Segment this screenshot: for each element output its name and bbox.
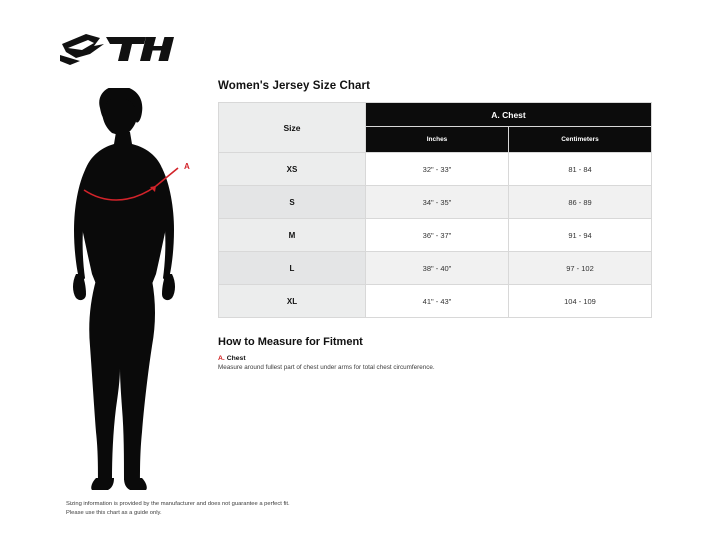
cell-inches: 32" - 33" <box>366 153 509 186</box>
size-chart-table <box>218 102 652 318</box>
cell-centimeters: 81 - 84 <box>509 153 652 186</box>
column-header-size: Size <box>219 103 366 153</box>
thor-wordmark <box>106 37 174 61</box>
cell-size: M <box>219 219 366 252</box>
column-header-inches: Inches <box>366 127 509 153</box>
table-row <box>219 285 652 318</box>
female-body-silhouette <box>52 88 202 498</box>
column-group-header-chest: A. Chest <box>366 103 652 127</box>
how-to-measure-section <box>218 336 658 372</box>
table-row <box>219 252 652 285</box>
cell-centimeters: 97 - 102 <box>509 252 652 285</box>
disclaimer-line-1: Sizing information is provided by the manufacturer and does not guarantee a perfect fit. <box>66 501 290 507</box>
table-head-row-1 <box>219 103 652 127</box>
how-to-measure-title: How to Measure for Fitment <box>218 336 363 348</box>
disclaimer <box>66 500 486 517</box>
table-head <box>219 103 652 153</box>
cell-centimeters: 86 - 89 <box>509 186 652 219</box>
callout-letter-a: A <box>184 162 190 171</box>
table-row <box>219 186 652 219</box>
content-column <box>218 80 658 372</box>
page-title: Women's Jersey Size Chart <box>218 80 371 92</box>
measure-item-text: Measure around fullest part of chest under arms for total chest circumference. <box>218 364 435 371</box>
disclaimer-line-2: Please use this chart as a guide only. <box>66 509 162 516</box>
table-row <box>219 153 652 186</box>
cell-size: XL <box>219 285 366 318</box>
measure-item-letter: A. <box>218 355 225 362</box>
cell-inches: 38" - 40" <box>366 252 509 285</box>
measure-item-name: Chest <box>224 355 246 362</box>
thor-logo <box>60 28 190 68</box>
cell-inches: 34" - 35" <box>366 186 509 219</box>
table-body <box>219 153 652 318</box>
cell-inches: 41" - 43" <box>366 285 509 318</box>
thor-helmet-icon <box>60 34 104 65</box>
cell-centimeters: 91 - 94 <box>509 219 652 252</box>
cell-size: S <box>219 186 366 219</box>
cell-size: XS <box>219 153 366 186</box>
cell-centimeters: 104 - 109 <box>509 285 652 318</box>
cell-inches: 36" - 37" <box>366 219 509 252</box>
column-header-centimeters: Centimeters <box>509 127 652 153</box>
measure-item-label <box>218 355 658 362</box>
table-row <box>219 219 652 252</box>
cell-size: L <box>219 252 366 285</box>
